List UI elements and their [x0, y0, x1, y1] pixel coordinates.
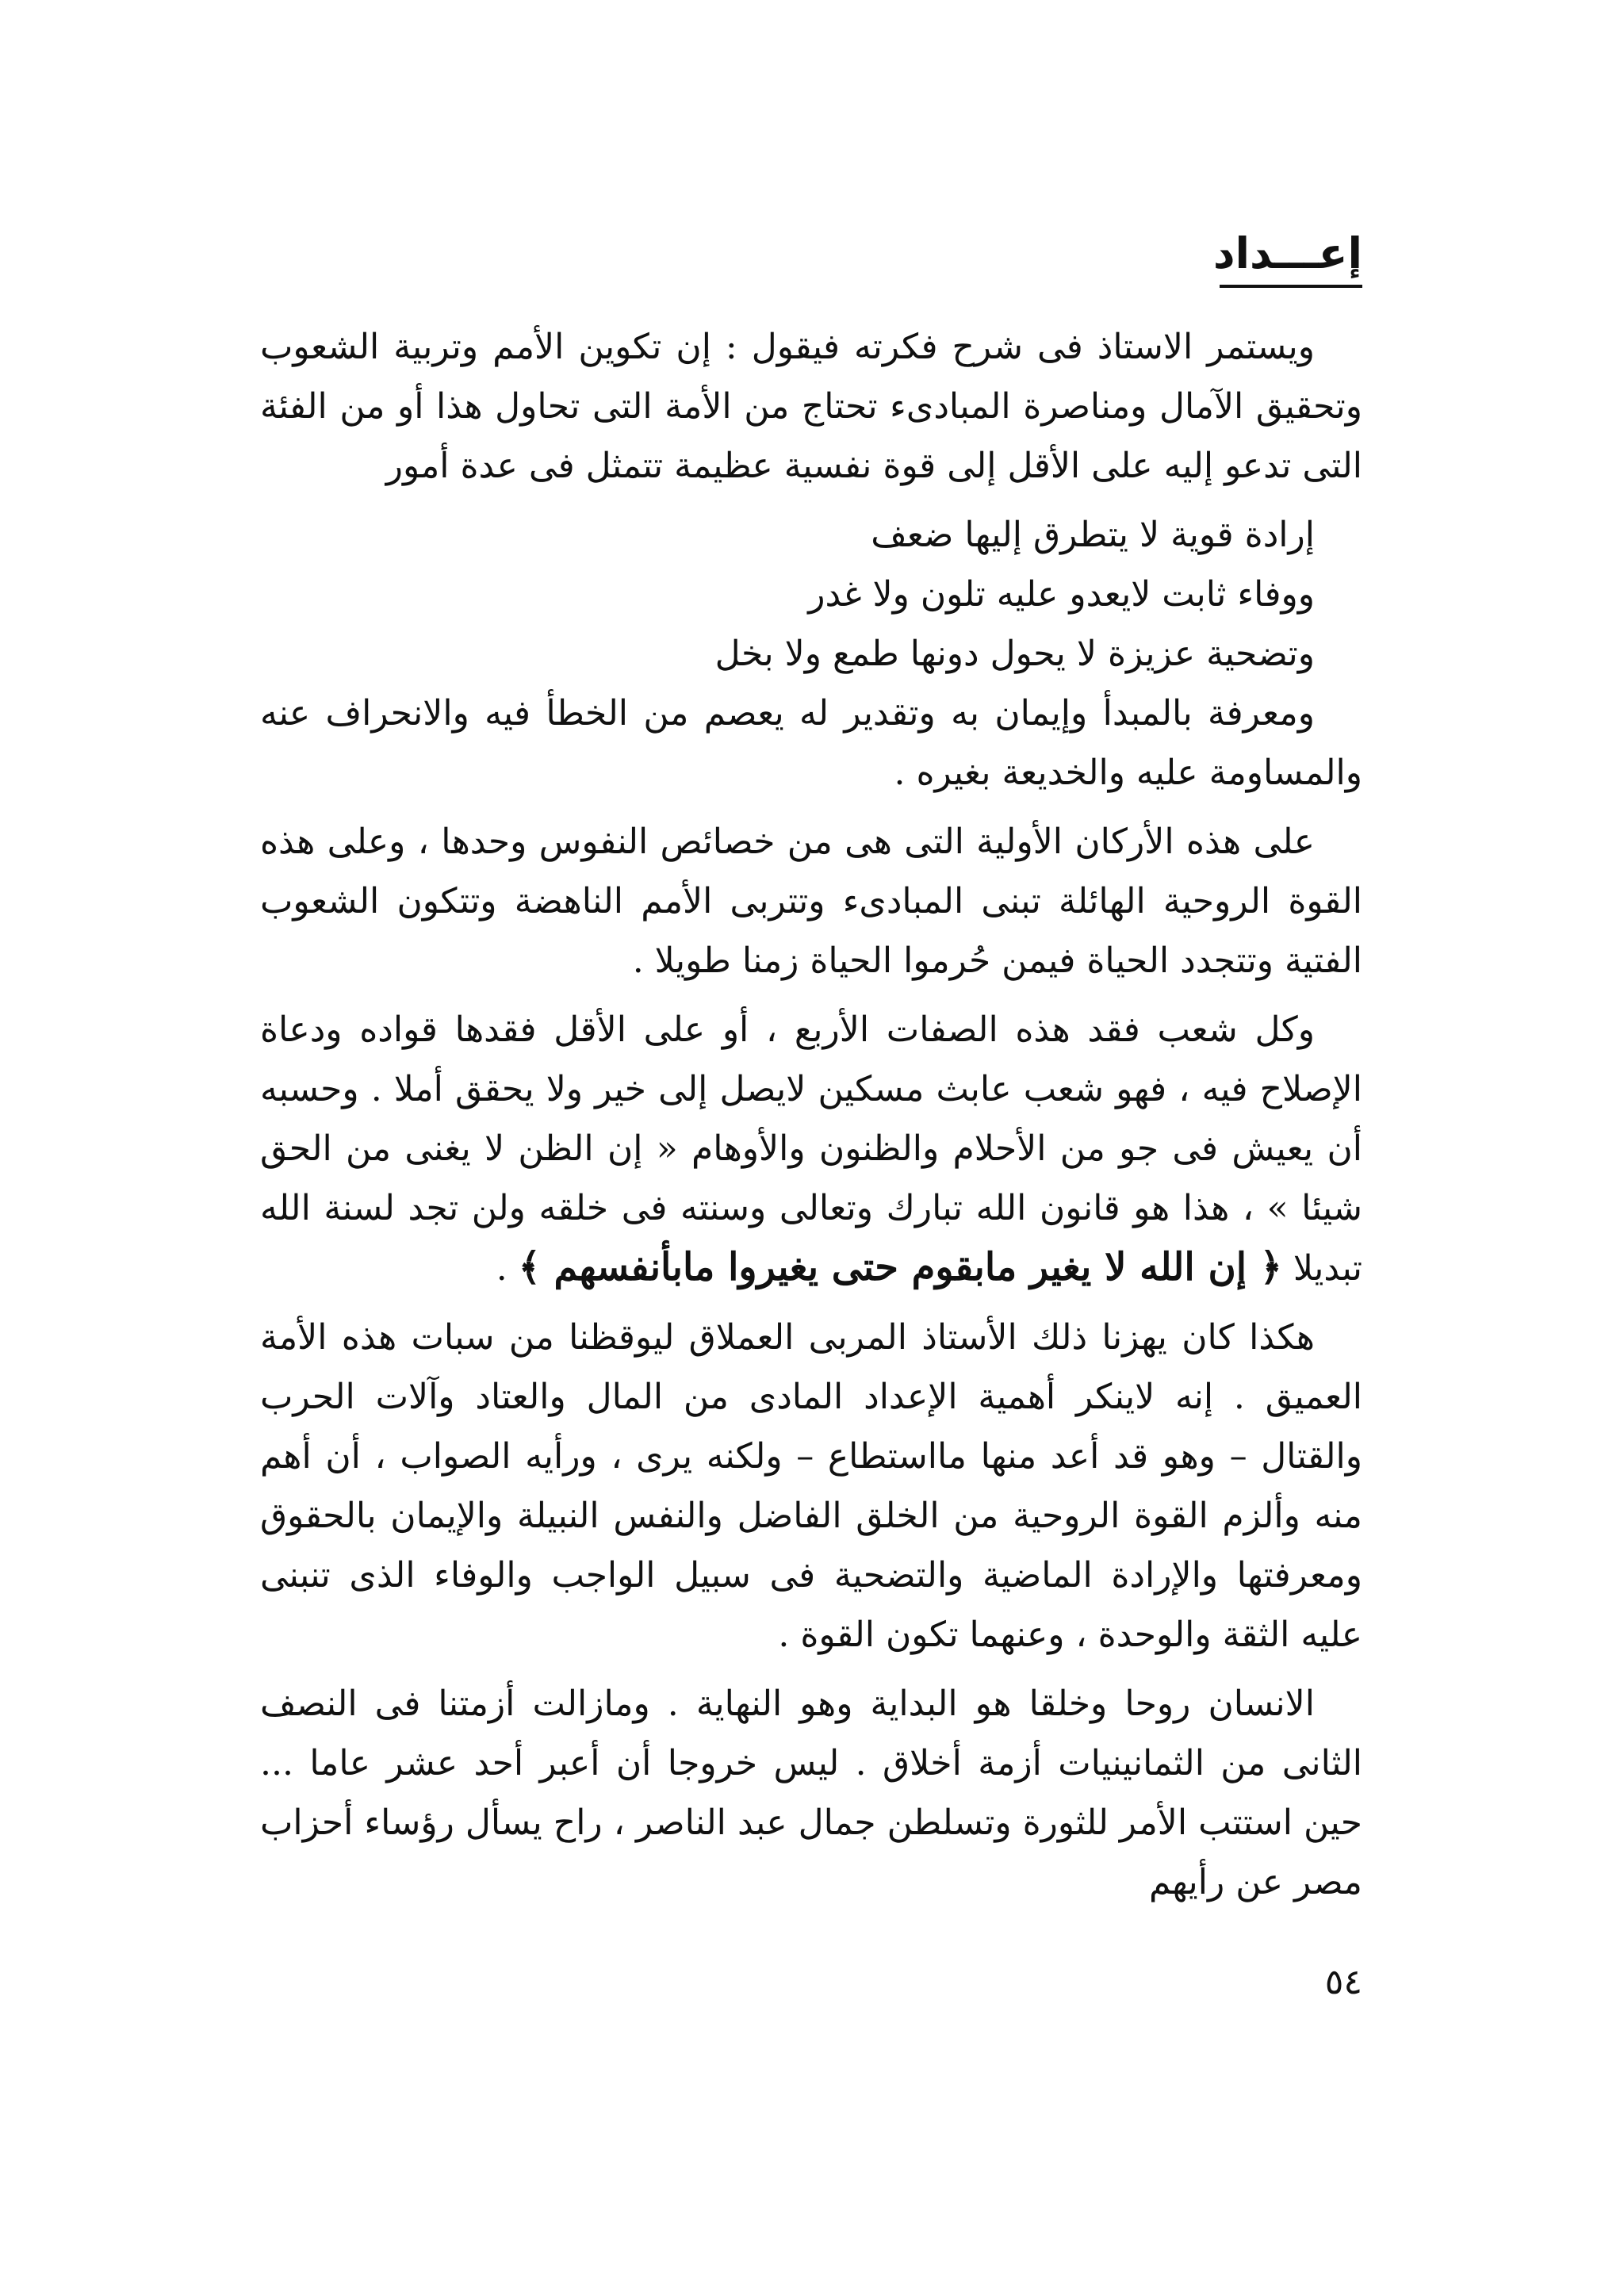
body-text — [260, 317, 1362, 1921]
list-line-3: وتضحية عزيزة لا يحول دونها طمع ولا بخل — [714, 634, 1315, 674]
paragraph-4-end: . — [496, 1248, 519, 1289]
header-underline — [1220, 285, 1362, 288]
list-line-2: ووفاء ثابت لايعدو عليه تلون ولا غدر — [808, 574, 1315, 615]
section-header — [1212, 226, 1362, 288]
paragraph-4 — [260, 1000, 1362, 1298]
paragraph-6: الانسان روحا وخلقا هو البداية وهو النهاية . ومازالت أزمتنا فى النصف الثانى من الثمانينيات أزمة أخلاق . ليس خروجا أن أعبر أحد عشر عاما ... حين استتب الأمر للثورة وتسلطن جمال عبد الناصر ، راح يسأل رؤساء أحزاب مصر عن رأيهم — [260, 1684, 1362, 1902]
section-title: إعـــداد — [1212, 228, 1362, 278]
paragraph-4-text: وكل شعب فقد هذه الصفات الأربع ، أو على الأقل فقدها قواده ودعاة الإصلاح فيه ، فهو شعب عابث مسكين لايصل إلى خير ولا يحقق أملا . وحسبه أن يعيش فى جو من الأحلام والظنون والأوهام « إن الظن لا يغنى من الحق شيئا » ، هذا هو قانون الله تبارك وتعالى وسنته فى خلقه ولن تجد لسنة الله تبديلا — [260, 1009, 1362, 1289]
quran-verse: ﴿ إن الله لا يغير مابقوم حتى يغيروا مابأنفسهم ﴾ — [518, 1245, 1282, 1289]
paragraph-5: هكذا كان يهزنا ذلك الأستاذ المربى العملاق ليوقظنا من سبات هذه الأمة العميق . إنه لاينكر أهمية الإعداد المادى من المال والعتاد وآلات الحرب والقتال – وهو قد أعد منها مااستطاع – ولكنه يرى ، ورأيه الصواب ، أن أهم منه وألزم القوة الروحية من الخلق الفاضل والنفس النبيلة والإيمان بالحقوق ومعرفتها والإرادة الماضية والتضحية فى سبيل الواجب والوفاء الذى تنبنى عليه الثقة والوحدة ، وعنهما تكون القوة . — [260, 1317, 1362, 1655]
list-line-1: إرادة قوية لا يتطرق إليها ضعف — [871, 515, 1315, 555]
paragraph-3: على هذه الأركان الأولية التى هى من خصائص النفوس وحدها ، وعلى هذه القوة الروحية الهائلة تبنى المبادىء وتتربى الأمم الناهضة وتتكون الشعوب الفتية وتتجدد الحياة فيمن حُرموا الحياة زمنا طويلا . — [260, 822, 1362, 981]
paragraph-2: ومعرفة بالمبدأ وإيمان به وتقدير له يعصم من الخطأ فيه والانحراف عنه والمساومة عليه والخديعة بغيره . — [260, 693, 1362, 793]
paragraph-1: ويستمر الاستاذ فى شرح فكرته فيقول : إن تكوين الأمم وتربية الشعوب وتحقيق الآمال ومناصرة المبادىء تحتاج من الأمة التى تحاول هذا أو من الفئة التى تدعو إليه على الأقل إلى قوة نفسية عظيمة تتمثل فى عدة أمور — [260, 327, 1362, 486]
page-number: ٥٤ — [1324, 1962, 1362, 2002]
